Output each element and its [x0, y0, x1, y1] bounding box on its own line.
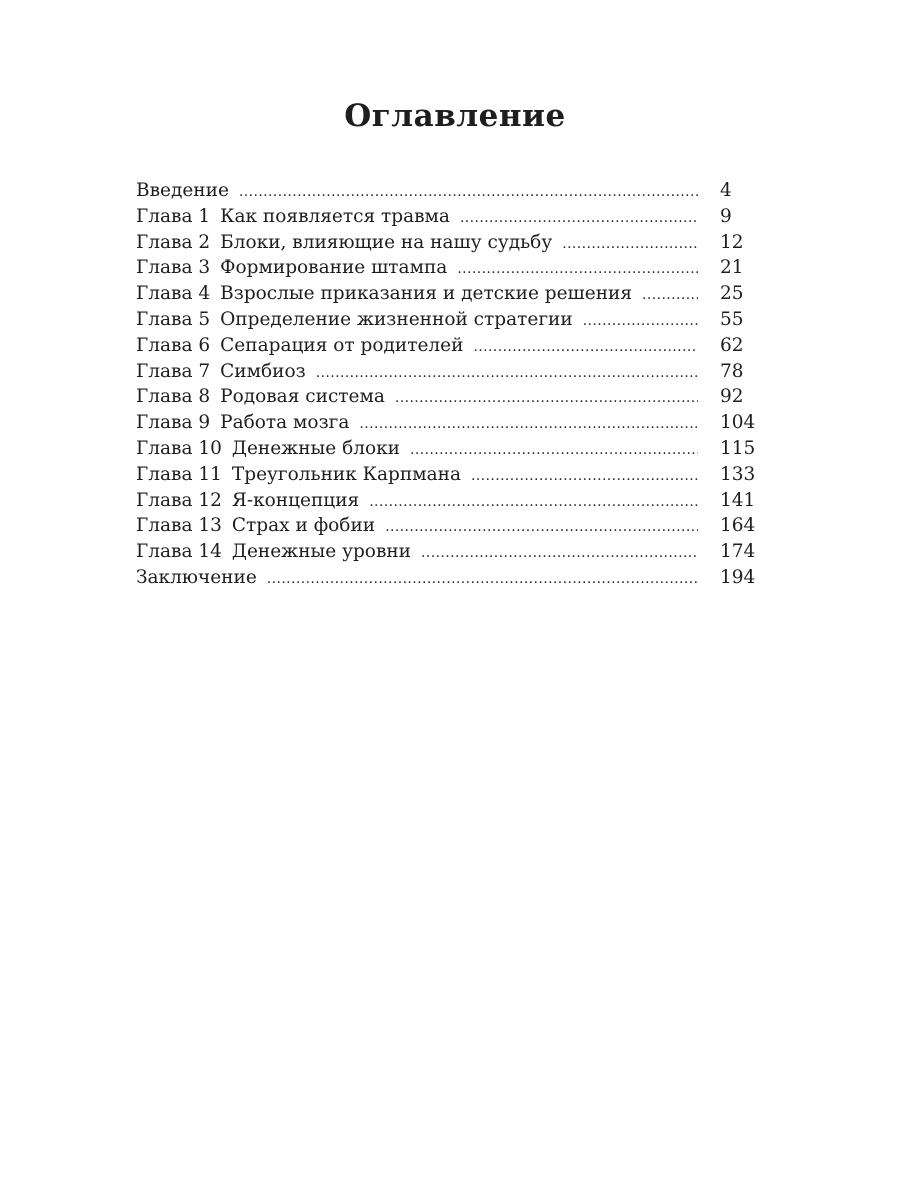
- toc-chapter-number: Глава 6: [136, 334, 211, 356]
- toc-row: [136, 255, 766, 281]
- toc-page-number: 194: [720, 566, 756, 588]
- toc-row: [136, 539, 766, 565]
- dot-leader: [421, 541, 698, 567]
- toc-chapter-number: Глава 12: [136, 489, 222, 511]
- dot-leader: [410, 438, 698, 464]
- toc-entry: [136, 359, 306, 385]
- dot-leader: [642, 283, 698, 309]
- toc-page-number: 164: [720, 515, 756, 537]
- toc-entry: [136, 204, 450, 230]
- toc-chapter-number: Глава 1: [136, 205, 211, 227]
- toc-entry-title: Взрослые приказания и детские решения: [220, 283, 633, 305]
- toc-page-number: 141: [720, 489, 756, 511]
- toc-row: [136, 204, 766, 230]
- toc-row: [136, 230, 766, 256]
- toc-row: [136, 565, 766, 591]
- toc-row: [136, 359, 766, 385]
- toc-entry-title: Формирование штампа: [220, 257, 448, 279]
- toc-page-number: 115: [720, 437, 756, 459]
- page-title: Оглавление: [344, 98, 566, 134]
- toc-page-number: 174: [720, 541, 756, 563]
- toc-page-number: 25: [720, 283, 744, 305]
- dot-leader: [473, 335, 698, 361]
- table-of-contents: [136, 178, 766, 591]
- toc-page-number: 55: [720, 308, 744, 330]
- toc-row: [136, 281, 766, 307]
- toc-entry-title: Страх и фобии: [231, 515, 376, 537]
- toc-page-number: 104: [720, 412, 756, 434]
- toc-chapter-number: Глава 10: [136, 437, 222, 459]
- toc-entry-title: Денежные уровни: [231, 541, 412, 563]
- toc-chapter-number: Глава 11: [136, 463, 222, 485]
- toc-entry-title: Сепарация от родителей: [220, 334, 464, 356]
- toc-entry-title: Симбиоз: [220, 360, 306, 382]
- toc-entry-title: Денежные блоки: [231, 437, 400, 459]
- dot-leader: [457, 257, 698, 283]
- toc-chapter-number: Глава 4: [136, 283, 211, 305]
- toc-row: [136, 462, 766, 488]
- toc-chapter-number: Глава 5: [136, 308, 211, 330]
- dot-leader: [359, 412, 698, 438]
- toc-page-number: 62: [720, 334, 744, 356]
- toc-page-number: 78: [720, 360, 744, 382]
- toc-page-number: 12: [720, 231, 744, 253]
- toc-row: [136, 488, 766, 514]
- toc-row: [136, 333, 766, 359]
- toc-entry-title: Введение: [136, 180, 229, 201]
- dot-leader: [583, 309, 698, 335]
- toc-chapter-number: Глава 13: [136, 515, 222, 537]
- toc-entry-title: Как появляется травма: [220, 205, 450, 227]
- toc-entry-title: Определение жизненной стратегии: [220, 308, 573, 330]
- dot-leader: [385, 515, 698, 541]
- toc-page-number: 9: [720, 205, 732, 227]
- toc-chapter-number: Глава 9: [136, 412, 211, 434]
- toc-entry-title: Треугольник Карпмана: [231, 463, 461, 485]
- dot-leader: [316, 361, 698, 387]
- toc-page-number: 4: [720, 180, 732, 201]
- toc-page-number: 92: [720, 386, 744, 408]
- toc-row: [136, 410, 766, 436]
- toc-entry: [136, 255, 447, 281]
- toc-entry: [136, 462, 461, 488]
- toc-entry-title: Я-концепция: [231, 489, 360, 511]
- toc-entry: [136, 565, 257, 591]
- toc-entry: [136, 539, 411, 565]
- toc-chapter-number: Глава 3: [136, 257, 211, 279]
- toc-entry: [136, 230, 552, 256]
- toc-entry: [136, 513, 375, 539]
- toc-entry-title: Родовая система: [220, 386, 385, 408]
- toc-entry: [136, 436, 400, 462]
- dot-leader: [369, 490, 698, 516]
- toc-page-number: 133: [720, 463, 756, 485]
- toc-entry: [136, 410, 349, 436]
- toc-entry: [136, 178, 229, 204]
- toc-chapter-number: Глава 2: [136, 231, 211, 253]
- toc-row: [136, 513, 766, 539]
- toc-entry-title: Работа мозга: [220, 412, 350, 434]
- toc-entry-title: Заключение: [136, 566, 257, 588]
- toc-entry: [136, 333, 463, 359]
- toc-chapter-number: Глава 14: [136, 541, 222, 563]
- toc-entry: [136, 384, 385, 410]
- dot-leader: [562, 232, 698, 258]
- toc-page-number: 21: [720, 257, 744, 279]
- toc-entry: [136, 307, 573, 333]
- toc-row: [136, 436, 766, 462]
- toc-entry-title: Блоки, влияющие на нашу судьбу: [220, 231, 553, 253]
- toc-row: [136, 178, 766, 204]
- toc-chapter-number: Глава 8: [136, 386, 211, 408]
- toc-row: [136, 384, 766, 410]
- dot-leader: [460, 206, 698, 232]
- dot-leader: [267, 567, 698, 593]
- dot-leader: [471, 464, 698, 490]
- toc-entry: [136, 488, 359, 514]
- dot-leader: [395, 386, 698, 412]
- dot-leader: [239, 180, 698, 206]
- toc-entry: [136, 281, 632, 307]
- toc-chapter-number: Глава 7: [136, 360, 211, 382]
- toc-row: [136, 307, 766, 333]
